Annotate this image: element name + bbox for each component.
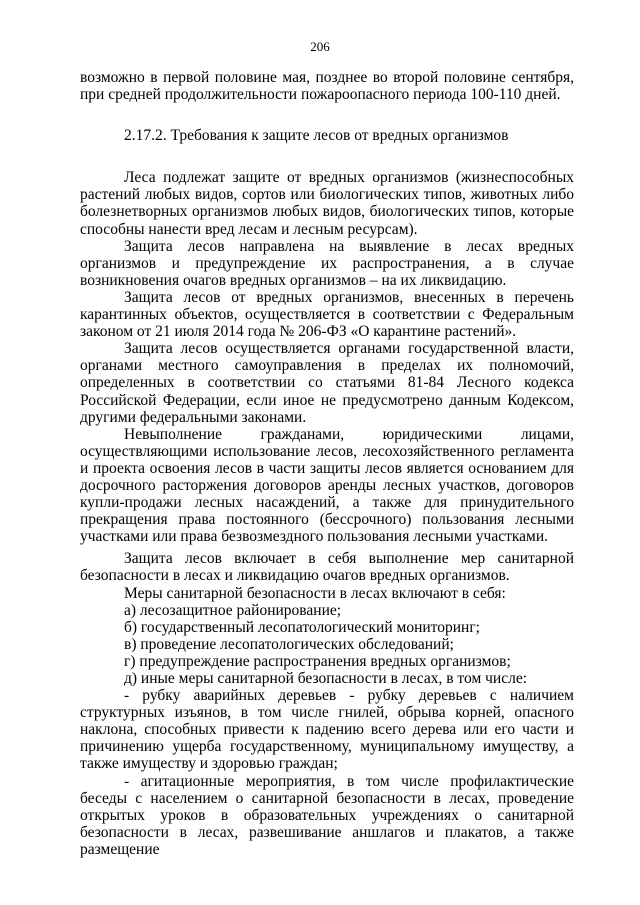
- paragraph-organisms-definition: Леса подлежат защите от вредных организмов (жизнеспособных растений любых видов, сортов или биологических типов, животных либо болезнетворных организмов любых видов, биологических типов, которые способны нанести вред лесам и лесным ресурсам).: [80, 169, 574, 238]
- paragraph-quarantine-law: Защита лесов от вредных организмов, внесенных в перечень карантинных объектов, осуществляется в соответствии с Федеральным законом от 21 июля 2014 года № 206-ФЗ «О карантине растений».: [80, 288, 574, 341]
- list-item: б) государственный лесопатологический мониторинг;: [124, 618, 480, 636]
- other-measures-list: [80, 687, 574, 858]
- list-item: в) проведение лесопатологических обследований;: [124, 635, 454, 653]
- list-item-emergency-trees: - рубку аварийных деревьев - рубку деревьев с наличием структурных изъянов, в том числе гнилей, обрыва корней, опасного наклона, способных привести к падению всего дерева или его части и причинению ущерба государственному, муниципальному имуществу, а также имуществу и здоровью граждан;: [80, 687, 574, 773]
- paragraph-non-compliance: Невыполнение гражданами, юридическими лицами, осуществляющими использование лесов, лесохозяйственного регламента и проекта освоения лесов в части защиты лесов является основанием для досрочного расторжения договоров аренды лесных участков, договоров купли-продажи лесных насаждений, а также для принудительного прекращения права постоянного (бессрочного) пользования лесными участками или права безвозмездного пользования лесными участками.: [80, 425, 574, 546]
- sanitary-measures-list: [80, 602, 574, 687]
- page-number: 206: [310, 39, 330, 54]
- list-item: г) предупреждение распространения вредных организмов;: [124, 652, 511, 670]
- intro-paragraph: возможно в первой половине мая, позднее во второй половине сентября, при средней продолжительности пожароопасного периода 100-110 дней.: [80, 69, 574, 104]
- list-item-awareness-activities: - агитационные мероприятия, в том числе профилактические беседы с населением о санитарной безопасности в лесах, проведение открытых уроков в образовательных учреждениях о санитарной безопасности в лесах, развешивание аншлагов и плакатов, а также размещение: [80, 772, 574, 858]
- paragraph-protection-purpose: Защита лесов направлена на выявление в лесах вредных организмов и предупреждение их распространения, а в случае возникновения очагов вредных организмов – на их ликвидацию.: [80, 237, 574, 289]
- paragraph-authorities: Защита лесов осуществляется органами государственной власти, органами местного самоуправления в пределах их полномочий, определенных в соответствии со статьями 81-84 Лесного кодекса Российской Федерации, если иное не предусмотрено данным Кодексом, другими федеральными законами.: [80, 340, 574, 426]
- document-body: [80, 69, 574, 858]
- paragraph-protection-includes: Защита лесов включает в себя выполнение мер санитарной безопасности в лесах и ликвидацию очагов вредных организмов.: [80, 550, 574, 585]
- list-item: а) лесозащитное районирование;: [124, 601, 342, 619]
- section-heading: 2.17.2. Требования к защите лесов от вредных организмов: [124, 127, 509, 145]
- paragraph-measures-intro: Меры санитарной безопасности в лесах включают в себя:: [124, 584, 506, 602]
- list-item: д) иные меры санитарной безопасности в лесах, в том числе:: [124, 670, 528, 687]
